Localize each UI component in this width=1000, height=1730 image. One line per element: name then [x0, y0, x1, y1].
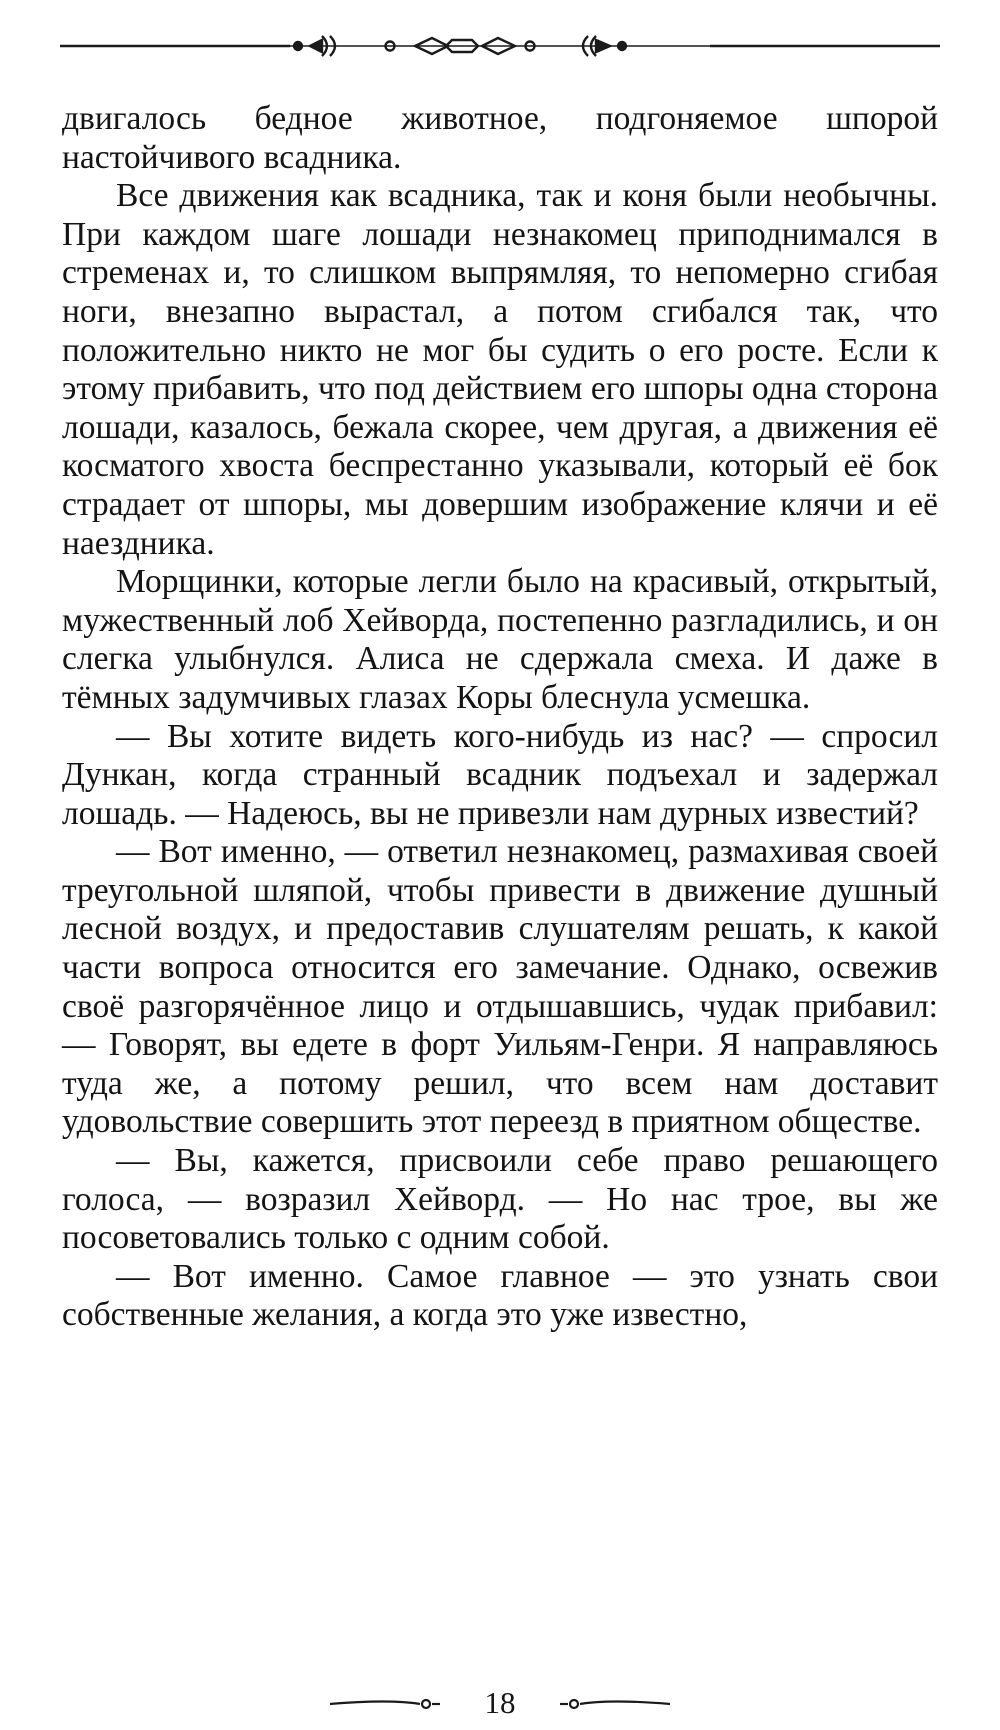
main-text — [62, 100, 938, 1335]
header-ornament — [60, 30, 940, 66]
page-number: 18 — [484, 1685, 516, 1720]
paragraph-1: двигалось бедное животное, подгоняемое шпорой настойчивого всадника. — [62, 100, 938, 176]
paragraph-4: — Вы хотите видеть кого-нибудь из нас? — спросил Дункан, когда странный всадник подъехал и задержал лошадь. — Надеюсь, вы не привезли нам дурных известий? — [62, 717, 938, 832]
paragraph-2: Все движения как всадника, так и коня были необычны. При каждом шаге лошади незнакомец приподнимался в стременах и, то слишком выпрямляя, то непомерно сгибая ноги, внезапно вырастал, а потом сгибался так, что положительно никто не мог бы судить о его росте. Если к этому прибавить, что под действием его шпоры одна сторона лошади, казалось, бежала скорее, чем другая, а движения её косматого хвоста беспрестанно указывали, который её бок страдает от шпоры, мы довершим изображение клячи и её наездника. — [62, 177, 938, 562]
paragraph-5: — Вот именно, — ответил незнакомец, размахивая своей треугольной шляпой, чтобы привести в движение душный лесной воздух, и предоставив слушателям решать, к какой части вопроса относится его замечание. Однако, освежив своё разгорячённое лицо и отдышавшись, чудак прибавил: — Говорят, вы едете в форт Уильям-Генри. Я направляюсь туда же, а потому решил, что всем нам доставит удовольствие совершить этот переезд в приятном обществе. — [62, 833, 938, 1141]
paragraph-3: Морщинки, которые легли было на красивый, открытый, мужественный лоб Хейворда, постепенно разгладились, и он слегка улыбнулся. Алиса не сдержала смеха. И даже в тёмных задумчивых глазах Коры блеснула усмешка. — [62, 563, 938, 716]
page-footer — [0, 1686, 1000, 1720]
paragraph-7: — Вот именно. Самое главное — это узнать свои собственные желания, а когда это уже известно, — [62, 1257, 938, 1334]
paragraph-6: — Вы, кажется, присвоили себе право решающего голоса, — возразил Хейворд. — Но нас трое, вы же посоветовались только с одним собой. — [62, 1142, 938, 1257]
